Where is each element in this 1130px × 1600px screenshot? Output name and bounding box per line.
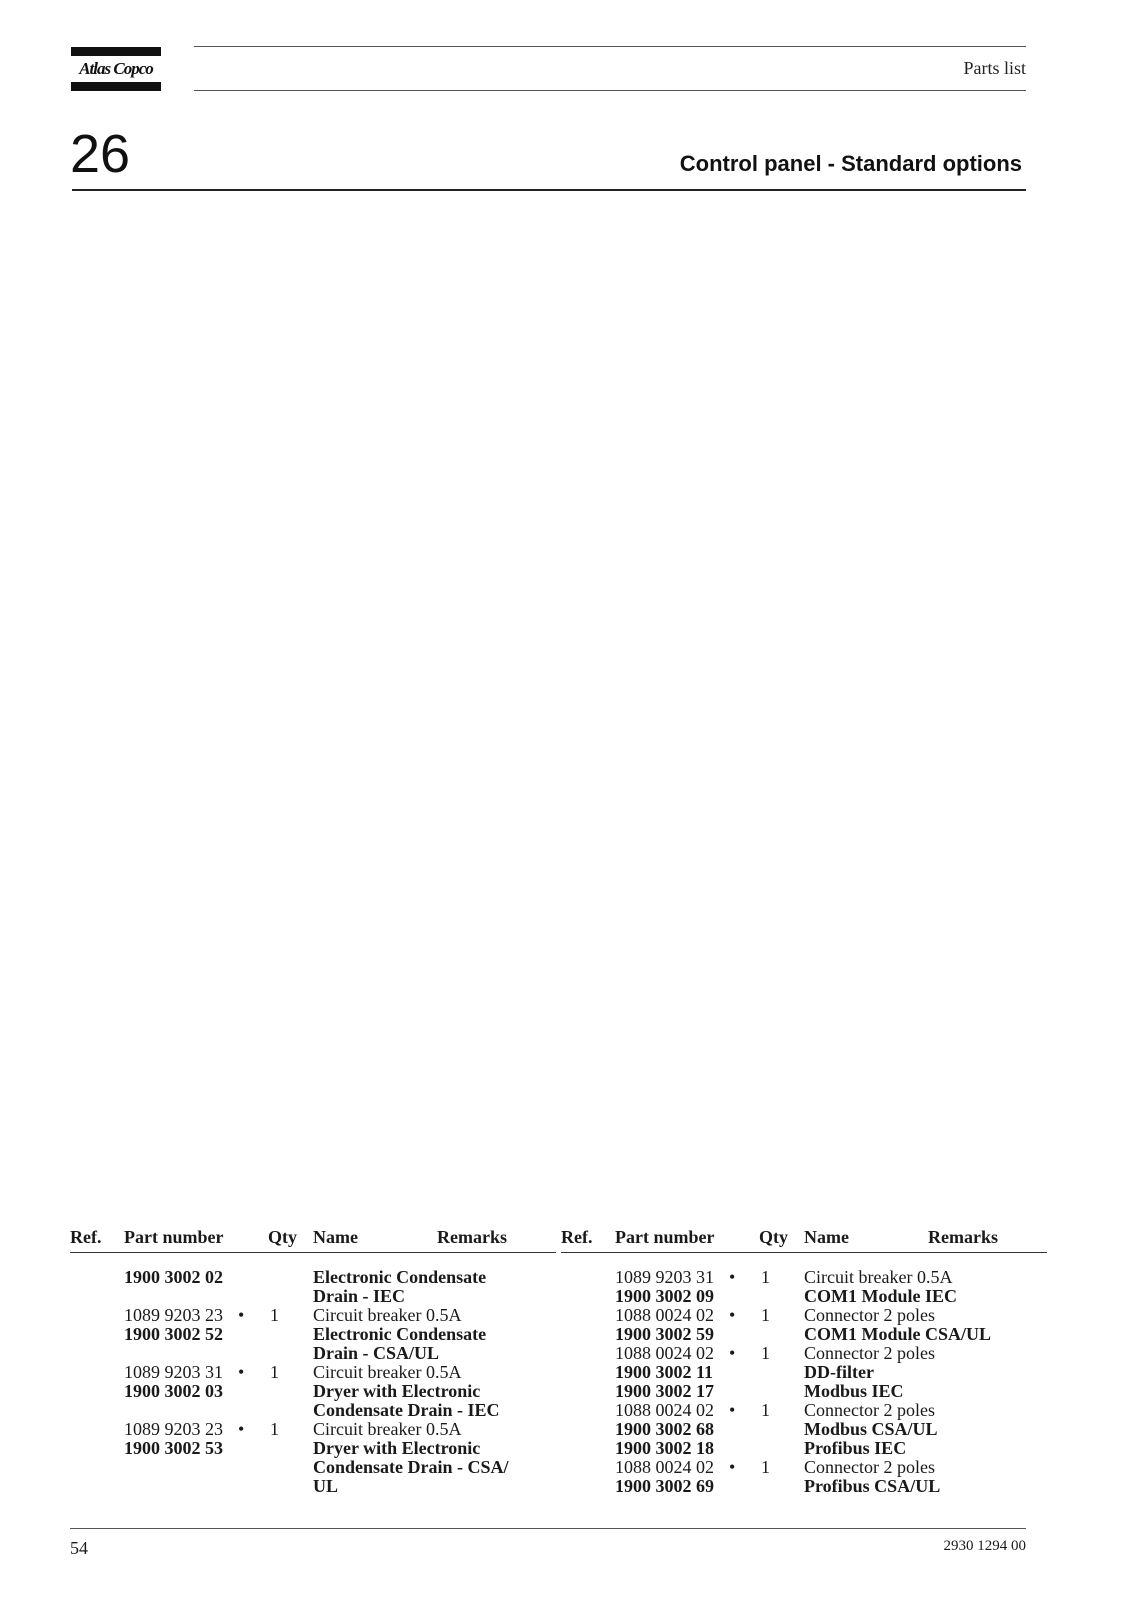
footer-rule [70, 1528, 1026, 1529]
header-rule-top [194, 46, 1026, 47]
header-part-number: Part number [615, 1227, 715, 1247]
part-number-cell: 1900 3002 18 [615, 1438, 714, 1458]
name-cell: Electronic Condensate Drain - CSA/UL [313, 1324, 487, 1363]
name-cell: COM1 Module IEC [804, 1286, 957, 1306]
part-number-cell: 1900 3002 52 [124, 1324, 223, 1344]
name-cell: Circuit breaker 0.5A [313, 1419, 462, 1439]
parts-table-right [561, 1228, 1047, 1496]
qty-cell: 1 [761, 1267, 770, 1287]
header-name: Name [313, 1227, 358, 1247]
logo-wordmark: Atlas Copco [79, 59, 153, 78]
part-number-cell: 1900 3002 03 [124, 1381, 223, 1401]
bullet-marker: • [238, 1419, 245, 1439]
part-number-cell: 1900 3002 68 [615, 1419, 714, 1439]
table-row [70, 1306, 556, 1325]
table-row [561, 1401, 1047, 1420]
logo-top-bar [71, 47, 161, 56]
header-ref: Ref. [561, 1227, 593, 1247]
table-row [561, 1420, 1047, 1439]
part-number-cell: 1900 3002 09 [615, 1286, 714, 1306]
name-cell: Connector 2 poles [804, 1400, 935, 1420]
table-row [561, 1439, 1047, 1458]
part-number-cell: 1900 3002 11 [615, 1362, 714, 1382]
table-row [561, 1363, 1047, 1382]
bullet-marker: • [238, 1305, 245, 1325]
bullet-marker: • [729, 1457, 736, 1477]
table-row [70, 1382, 556, 1420]
qty-cell: 1 [270, 1419, 279, 1439]
header-qty: Qty [759, 1227, 788, 1247]
table-row [561, 1382, 1047, 1401]
section-label: Parts list [963, 58, 1026, 78]
part-number-cell: 1088 0024 02 [615, 1305, 714, 1325]
table-row [70, 1325, 556, 1363]
part-number-cell: 1088 0024 02 [615, 1457, 714, 1477]
name-cell: DD-filter [804, 1362, 874, 1382]
name-cell: Modbus CSA/UL [804, 1419, 938, 1439]
table-header [70, 1228, 556, 1253]
header-remarks: Remarks [437, 1227, 507, 1247]
header-name: Name [804, 1227, 849, 1247]
name-cell: COM1 Module CSA/UL [804, 1324, 992, 1344]
header-ref: Ref. [70, 1227, 102, 1247]
bullet-marker: • [729, 1305, 736, 1325]
table-row [70, 1268, 556, 1306]
table-row [70, 1439, 556, 1496]
table-body [561, 1253, 1047, 1496]
chapter-number: 26 [70, 124, 131, 184]
part-number-cell: 1089 9203 31 [615, 1267, 714, 1287]
header-rule-bottom [194, 90, 1026, 91]
header-part-number: Part number [124, 1227, 224, 1247]
qty-cell: 1 [761, 1343, 770, 1363]
parts-table-left [70, 1228, 556, 1496]
name-cell: Profibus CSA/UL [804, 1476, 941, 1496]
name-cell: Circuit breaker 0.5A [804, 1267, 953, 1287]
qty-cell: 1 [761, 1305, 770, 1325]
qty-cell: 1 [761, 1457, 770, 1477]
name-cell: Circuit breaker 0.5A [313, 1362, 462, 1382]
name-cell: Dryer with Electronic Condensate Drain - CSA/ UL [313, 1438, 509, 1496]
table-row [70, 1420, 556, 1439]
bullet-marker: • [238, 1362, 245, 1382]
part-number-cell: 1900 3002 69 [615, 1476, 714, 1496]
qty-cell: 1 [270, 1362, 279, 1382]
table-row [561, 1344, 1047, 1363]
name-cell: Circuit breaker 0.5A [313, 1305, 462, 1325]
part-number-cell: 1900 3002 53 [124, 1438, 223, 1458]
table-header [561, 1228, 1047, 1253]
part-number-cell: 1900 3002 02 [124, 1267, 223, 1287]
name-cell: Electronic Condensate Drain - IEC [313, 1267, 487, 1306]
name-cell: Modbus IEC [804, 1381, 904, 1401]
part-number-cell: 1900 3002 59 [615, 1324, 714, 1344]
table-row [561, 1287, 1047, 1306]
name-cell: Connector 2 poles [804, 1457, 935, 1477]
table-body [70, 1253, 556, 1496]
qty-cell: 1 [270, 1305, 279, 1325]
document-number: 2930 1294 00 [943, 1538, 1026, 1554]
table-row [561, 1477, 1047, 1496]
name-cell: Connector 2 poles [804, 1343, 935, 1363]
page-number: 54 [70, 1538, 88, 1558]
table-row [561, 1325, 1047, 1344]
table-row [561, 1268, 1047, 1287]
title-rule [72, 189, 1026, 191]
logo-bottom-bar [71, 82, 161, 91]
name-cell: Profibus IEC [804, 1438, 907, 1458]
part-number-cell: 1089 9203 23 [124, 1305, 223, 1325]
part-number-cell: 1089 9203 23 [124, 1419, 223, 1439]
table-row [70, 1363, 556, 1382]
name-cell: Dryer with Electronic Condensate Drain - IEC [313, 1381, 500, 1420]
header-remarks: Remarks [928, 1227, 998, 1247]
qty-cell: 1 [761, 1400, 770, 1420]
name-cell: Connector 2 poles [804, 1305, 935, 1325]
chapter-title: Control panel - Standard options [679, 151, 1022, 176]
part-number-cell: 1088 0024 02 [615, 1400, 714, 1420]
bullet-marker: • [729, 1400, 736, 1420]
atlas-copco-logo [71, 47, 161, 91]
table-row [561, 1458, 1047, 1477]
header-qty: Qty [268, 1227, 297, 1247]
bullet-marker: • [729, 1343, 736, 1363]
part-number-cell: 1088 0024 02 [615, 1343, 714, 1363]
part-number-cell: 1900 3002 17 [615, 1381, 714, 1401]
part-number-cell: 1089 9203 31 [124, 1362, 223, 1382]
bullet-marker: • [729, 1267, 736, 1287]
table-row [561, 1306, 1047, 1325]
